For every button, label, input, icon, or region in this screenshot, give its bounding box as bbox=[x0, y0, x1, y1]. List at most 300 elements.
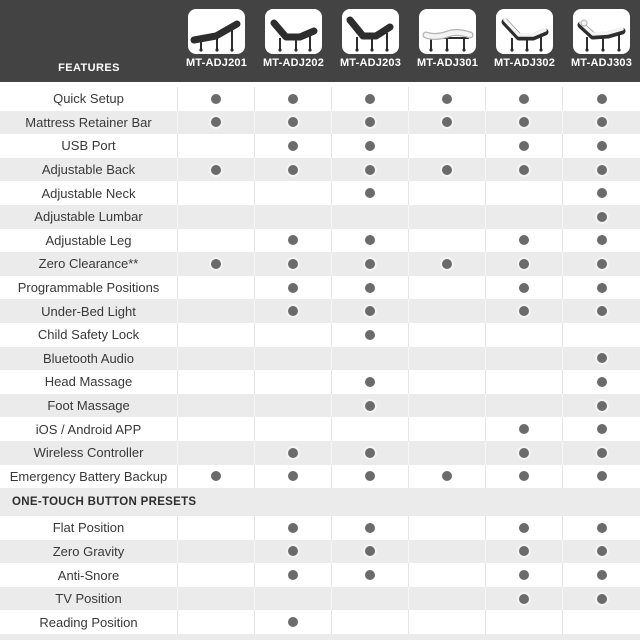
feature-dot bbox=[365, 401, 375, 411]
feature-row bbox=[0, 441, 640, 465]
availability-cell bbox=[486, 134, 563, 158]
availability-cell bbox=[332, 563, 409, 587]
feature-label-cell bbox=[0, 323, 178, 347]
availability-cell bbox=[255, 158, 332, 182]
product-thumbnail[interactable] bbox=[496, 9, 553, 54]
model-name: MT-ADJ301 bbox=[416, 57, 479, 69]
availability-cell bbox=[563, 252, 640, 276]
feature-label: TV Position bbox=[55, 591, 122, 607]
feature-dot bbox=[288, 523, 298, 533]
availability-cell bbox=[178, 111, 255, 135]
feature-dot bbox=[442, 165, 452, 175]
feature-label: Mattress Retainer Bar bbox=[25, 114, 152, 130]
feature-label-cell bbox=[0, 111, 178, 135]
feature-dot bbox=[365, 546, 375, 556]
availability-cell bbox=[332, 323, 409, 347]
feature-label-cell bbox=[0, 394, 178, 418]
feature-dot bbox=[442, 259, 452, 269]
feature-dot bbox=[597, 141, 607, 151]
feature-dot bbox=[597, 377, 607, 387]
availability-cell bbox=[486, 441, 563, 465]
feature-dot bbox=[442, 117, 452, 127]
feature-dot bbox=[519, 117, 529, 127]
feature-row bbox=[0, 540, 640, 564]
feature-row bbox=[0, 158, 640, 182]
feature-dot bbox=[288, 448, 298, 458]
availability-cell bbox=[563, 347, 640, 371]
availability-cell bbox=[255, 276, 332, 300]
features-label: FEATURES bbox=[58, 62, 120, 74]
availability-cell bbox=[563, 134, 640, 158]
feature-dot bbox=[519, 448, 529, 458]
availability-cell bbox=[332, 417, 409, 441]
feature-dot bbox=[597, 523, 607, 533]
bed-dark-head-foot-raised-icon bbox=[266, 11, 322, 53]
feature-dot bbox=[597, 283, 607, 293]
feature-label: Bluetooth Audio bbox=[42, 350, 135, 366]
model-column-header bbox=[486, 0, 563, 82]
feature-dot bbox=[211, 94, 221, 104]
feature-dot bbox=[288, 259, 298, 269]
availability-cell bbox=[332, 181, 409, 205]
feature-dot bbox=[519, 570, 529, 580]
availability-cell bbox=[332, 205, 409, 229]
availability-cell bbox=[178, 134, 255, 158]
feature-dot bbox=[519, 259, 529, 269]
bed-light-flat-wave-icon bbox=[420, 11, 476, 53]
feature-dot bbox=[211, 259, 221, 269]
feature-row bbox=[0, 252, 640, 276]
feature-dot bbox=[288, 235, 298, 245]
feature-label: Quick Setup bbox=[53, 91, 124, 107]
availability-cell bbox=[486, 181, 563, 205]
availability-cell bbox=[255, 252, 332, 276]
feature-label-cell bbox=[0, 299, 178, 323]
availability-cell bbox=[178, 465, 255, 489]
availability-cell bbox=[332, 540, 409, 564]
feature-dot bbox=[288, 617, 298, 627]
feature-label: iOS / Android APP bbox=[35, 421, 142, 437]
availability-cell bbox=[563, 394, 640, 418]
feature-dot bbox=[288, 165, 298, 175]
availability-cell bbox=[486, 276, 563, 300]
feature-dot bbox=[211, 165, 221, 175]
availability-cell bbox=[332, 276, 409, 300]
availability-cell bbox=[255, 87, 332, 111]
feature-dot bbox=[597, 570, 607, 580]
feature-dot bbox=[365, 94, 375, 104]
bed-light-steep-raised-icon bbox=[497, 11, 553, 53]
availability-cell bbox=[409, 465, 486, 489]
feature-row bbox=[0, 347, 640, 371]
availability-cell bbox=[409, 299, 486, 323]
availability-cell bbox=[563, 323, 640, 347]
availability-cell bbox=[486, 323, 563, 347]
availability-cell bbox=[486, 229, 563, 253]
feature-label-cell bbox=[0, 587, 178, 611]
availability-cell bbox=[332, 252, 409, 276]
availability-cell bbox=[409, 540, 486, 564]
availability-cell bbox=[332, 516, 409, 540]
availability-cell bbox=[563, 299, 640, 323]
feature-dot bbox=[597, 306, 607, 316]
feature-label-cell bbox=[0, 229, 178, 253]
feature-dot bbox=[597, 235, 607, 245]
feature-row bbox=[0, 205, 640, 229]
availability-cell bbox=[409, 610, 486, 634]
availability-cell bbox=[332, 134, 409, 158]
availability-cell bbox=[409, 563, 486, 587]
availability-cell bbox=[255, 134, 332, 158]
model-column-header bbox=[563, 0, 640, 82]
availability-cell bbox=[486, 111, 563, 135]
availability-cell bbox=[332, 111, 409, 135]
feature-dot bbox=[519, 165, 529, 175]
model-name: MT-ADJ202 bbox=[262, 57, 325, 69]
availability-cell bbox=[255, 111, 332, 135]
feature-dot bbox=[597, 94, 607, 104]
availability-cell bbox=[178, 563, 255, 587]
availability-cell bbox=[563, 610, 640, 634]
feature-label-cell bbox=[0, 205, 178, 229]
availability-cell bbox=[255, 394, 332, 418]
feature-dot bbox=[365, 330, 375, 340]
feature-label-cell bbox=[0, 516, 178, 540]
feature-dot bbox=[519, 424, 529, 434]
availability-cell bbox=[563, 158, 640, 182]
feature-row bbox=[0, 181, 640, 205]
feature-label: Programmable Positions bbox=[17, 280, 160, 296]
product-thumbnail[interactable] bbox=[188, 9, 245, 54]
feature-label-cell bbox=[0, 370, 178, 394]
availability-cell bbox=[409, 229, 486, 253]
feature-dot bbox=[365, 471, 375, 481]
feature-label-cell bbox=[0, 417, 178, 441]
feature-row bbox=[0, 87, 640, 111]
availability-cell bbox=[332, 299, 409, 323]
feature-dot bbox=[365, 283, 375, 293]
model-name: MT-ADJ203 bbox=[339, 57, 402, 69]
availability-cell bbox=[255, 563, 332, 587]
feature-dot bbox=[365, 377, 375, 387]
availability-cell bbox=[332, 465, 409, 489]
bed-dark-slight-incline-icon bbox=[189, 11, 245, 53]
feature-label: Adjustable Back bbox=[41, 162, 136, 178]
availability-cell bbox=[409, 276, 486, 300]
feature-label: Under-Bed Light bbox=[41, 303, 136, 319]
feature-dot bbox=[442, 94, 452, 104]
availability-cell bbox=[178, 516, 255, 540]
section-title: ONE-TOUCH BUTTON PRESETS bbox=[12, 496, 197, 509]
bed-light-raised-pillow-icon bbox=[574, 11, 630, 53]
availability-cell bbox=[486, 394, 563, 418]
feature-dot bbox=[597, 353, 607, 363]
availability-cell bbox=[563, 181, 640, 205]
feature-label-cell bbox=[0, 158, 178, 182]
availability-cell bbox=[255, 299, 332, 323]
availability-cell bbox=[178, 394, 255, 418]
availability-cell bbox=[486, 417, 563, 441]
availability-cell bbox=[255, 516, 332, 540]
availability-cell bbox=[255, 441, 332, 465]
availability-cell bbox=[255, 323, 332, 347]
availability-cell bbox=[409, 205, 486, 229]
availability-cell bbox=[486, 299, 563, 323]
availability-cell bbox=[332, 610, 409, 634]
availability-cell bbox=[486, 587, 563, 611]
feature-row bbox=[0, 370, 640, 394]
availability-cell bbox=[178, 229, 255, 253]
feature-dot bbox=[288, 94, 298, 104]
availability-cell bbox=[255, 347, 332, 371]
availability-cell bbox=[563, 540, 640, 564]
availability-cell bbox=[563, 205, 640, 229]
feature-label-cell bbox=[0, 134, 178, 158]
product-thumbnail[interactable] bbox=[342, 9, 399, 54]
availability-cell bbox=[332, 370, 409, 394]
availability-cell bbox=[178, 610, 255, 634]
feature-dot bbox=[519, 283, 529, 293]
availability-cell bbox=[409, 370, 486, 394]
availability-cell bbox=[409, 587, 486, 611]
feature-dot bbox=[288, 471, 298, 481]
feature-row bbox=[0, 516, 640, 540]
availability-cell bbox=[563, 276, 640, 300]
availability-cell bbox=[332, 394, 409, 418]
availability-cell bbox=[332, 587, 409, 611]
availability-cell bbox=[409, 181, 486, 205]
availability-cell bbox=[409, 323, 486, 347]
availability-cell bbox=[332, 158, 409, 182]
feature-label: USB Port bbox=[61, 138, 116, 154]
availability-cell bbox=[409, 516, 486, 540]
availability-cell bbox=[486, 158, 563, 182]
feature-row bbox=[0, 465, 640, 489]
feature-dot bbox=[597, 471, 607, 481]
feature-dot bbox=[365, 523, 375, 533]
feature-dot bbox=[288, 283, 298, 293]
availability-cell bbox=[255, 229, 332, 253]
feature-dot bbox=[597, 117, 607, 127]
feature-dot bbox=[365, 306, 375, 316]
availability-cell bbox=[409, 441, 486, 465]
availability-cell bbox=[486, 516, 563, 540]
availability-cell bbox=[178, 323, 255, 347]
feature-label: Adjustable Neck bbox=[41, 185, 136, 201]
feature-dot bbox=[597, 165, 607, 175]
feature-row bbox=[0, 417, 640, 441]
availability-cell bbox=[255, 587, 332, 611]
availability-cell bbox=[255, 540, 332, 564]
feature-row bbox=[0, 610, 640, 634]
availability-cell bbox=[255, 610, 332, 634]
feature-label: Adjustable Lumbar bbox=[34, 209, 143, 225]
feature-dot bbox=[519, 523, 529, 533]
feature-dot bbox=[597, 448, 607, 458]
availability-cell bbox=[178, 252, 255, 276]
feature-label-cell bbox=[0, 540, 178, 564]
feature-dot bbox=[519, 594, 529, 604]
feature-dot bbox=[365, 165, 375, 175]
feature-dot bbox=[288, 141, 298, 151]
feature-label-cell bbox=[0, 610, 178, 634]
availability-cell bbox=[563, 563, 640, 587]
availability-cell bbox=[255, 417, 332, 441]
availability-cell bbox=[563, 465, 640, 489]
feature-label: Reading Position bbox=[39, 614, 138, 630]
availability-cell bbox=[178, 181, 255, 205]
feature-dot bbox=[365, 117, 375, 127]
feature-dot bbox=[288, 117, 298, 127]
feature-dot bbox=[288, 546, 298, 556]
availability-cell bbox=[178, 347, 255, 371]
model-name: MT-ADJ302 bbox=[493, 57, 556, 69]
table-header bbox=[0, 0, 640, 82]
feature-label: Head Massage bbox=[44, 374, 133, 390]
feature-dot bbox=[365, 259, 375, 269]
availability-cell bbox=[332, 441, 409, 465]
availability-cell bbox=[486, 610, 563, 634]
availability-cell bbox=[409, 417, 486, 441]
feature-dot bbox=[597, 546, 607, 556]
availability-cell bbox=[409, 158, 486, 182]
feature-dot bbox=[519, 546, 529, 556]
feature-dot bbox=[288, 306, 298, 316]
availability-cell bbox=[332, 229, 409, 253]
feature-dot bbox=[519, 94, 529, 104]
feature-dot bbox=[519, 471, 529, 481]
availability-cell bbox=[409, 87, 486, 111]
feature-dot bbox=[365, 448, 375, 458]
feature-label: Adjustable Leg bbox=[45, 232, 132, 248]
feature-dot bbox=[365, 235, 375, 245]
feature-row bbox=[0, 587, 640, 611]
feature-row bbox=[0, 394, 640, 418]
availability-cell bbox=[563, 516, 640, 540]
features-column-header bbox=[0, 0, 178, 82]
availability-cell bbox=[178, 540, 255, 564]
model-column-header bbox=[178, 0, 255, 82]
feature-row bbox=[0, 323, 640, 347]
availability-cell bbox=[178, 587, 255, 611]
feature-dot bbox=[211, 117, 221, 127]
feature-label: Flat Position bbox=[52, 520, 125, 536]
feature-label: Emergency Battery Backup bbox=[9, 468, 168, 484]
availability-cell bbox=[563, 370, 640, 394]
feature-dot bbox=[365, 188, 375, 198]
feature-label: Zero Clearance** bbox=[38, 256, 139, 272]
availability-cell bbox=[409, 134, 486, 158]
feature-dot bbox=[442, 471, 452, 481]
feature-dot bbox=[597, 594, 607, 604]
model-column-header bbox=[409, 0, 486, 82]
availability-cell bbox=[178, 370, 255, 394]
feature-dot bbox=[519, 306, 529, 316]
availability-cell bbox=[409, 252, 486, 276]
feature-dot bbox=[597, 212, 607, 222]
availability-cell bbox=[563, 111, 640, 135]
feature-row bbox=[0, 299, 640, 323]
availability-cell bbox=[486, 540, 563, 564]
model-column-header bbox=[255, 0, 332, 82]
availability-cell bbox=[178, 205, 255, 229]
feature-label-cell bbox=[0, 87, 178, 111]
product-thumbnail[interactable] bbox=[573, 9, 630, 54]
feature-dot bbox=[597, 401, 607, 411]
availability-cell bbox=[563, 441, 640, 465]
availability-cell bbox=[486, 370, 563, 394]
feature-row bbox=[0, 134, 640, 158]
availability-cell bbox=[486, 465, 563, 489]
model-name: MT-ADJ201 bbox=[185, 57, 248, 69]
feature-dot bbox=[597, 259, 607, 269]
availability-cell bbox=[486, 252, 563, 276]
availability-cell bbox=[409, 111, 486, 135]
availability-cell bbox=[409, 347, 486, 371]
availability-cell bbox=[486, 205, 563, 229]
feature-label: Foot Massage bbox=[47, 398, 130, 414]
availability-cell bbox=[563, 87, 640, 111]
availability-cell bbox=[486, 347, 563, 371]
feature-dot bbox=[365, 570, 375, 580]
product-thumbnail[interactable] bbox=[419, 9, 476, 54]
product-thumbnail[interactable] bbox=[265, 9, 322, 54]
feature-label-cell bbox=[0, 563, 178, 587]
availability-cell bbox=[563, 417, 640, 441]
feature-label: Zero Gravity bbox=[52, 543, 125, 559]
feature-label-cell bbox=[0, 347, 178, 371]
availability-cell bbox=[255, 465, 332, 489]
feature-row bbox=[0, 111, 640, 135]
bottom-strip bbox=[0, 634, 640, 640]
availability-cell bbox=[332, 347, 409, 371]
feature-row bbox=[0, 229, 640, 253]
availability-cell bbox=[486, 87, 563, 111]
feature-label-cell bbox=[0, 181, 178, 205]
availability-cell bbox=[178, 441, 255, 465]
model-column-header bbox=[332, 0, 409, 82]
feature-dot bbox=[597, 188, 607, 198]
availability-cell bbox=[178, 87, 255, 111]
availability-cell bbox=[255, 205, 332, 229]
feature-label-cell bbox=[0, 276, 178, 300]
feature-dot bbox=[519, 141, 529, 151]
feature-label-cell bbox=[0, 465, 178, 489]
feature-dot bbox=[597, 424, 607, 434]
feature-dot bbox=[211, 471, 221, 481]
availability-cell bbox=[563, 229, 640, 253]
availability-cell bbox=[178, 158, 255, 182]
section-header bbox=[0, 488, 640, 516]
availability-cell bbox=[409, 394, 486, 418]
availability-cell bbox=[255, 370, 332, 394]
availability-cell bbox=[563, 587, 640, 611]
feature-dot bbox=[519, 235, 529, 245]
model-name: MT-ADJ303 bbox=[570, 57, 633, 69]
availability-cell bbox=[255, 181, 332, 205]
feature-label: Anti-Snore bbox=[57, 567, 120, 583]
feature-dot bbox=[288, 570, 298, 580]
feature-label: Child Safety Lock bbox=[37, 327, 140, 343]
bed-dark-steep-raised-icon bbox=[343, 11, 399, 53]
feature-label-cell bbox=[0, 441, 178, 465]
feature-label-cell bbox=[0, 252, 178, 276]
availability-cell bbox=[178, 299, 255, 323]
availability-cell bbox=[178, 417, 255, 441]
feature-label: Wireless Controller bbox=[33, 445, 144, 461]
availability-cell bbox=[486, 563, 563, 587]
feature-row bbox=[0, 563, 640, 587]
